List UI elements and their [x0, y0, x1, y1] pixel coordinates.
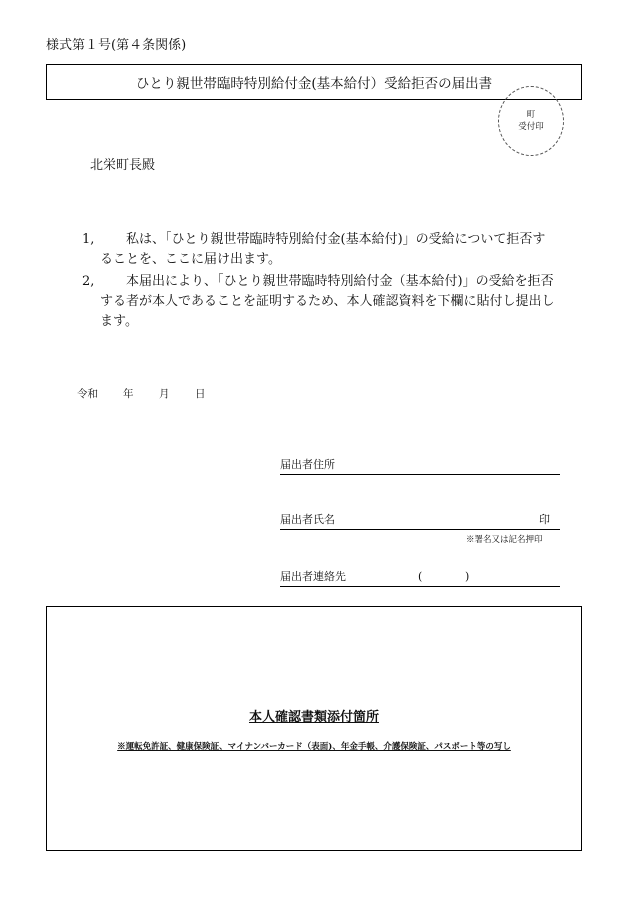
clause-2	[82, 272, 556, 332]
contact-paren-close: )	[465, 570, 470, 583]
reception-stamp-area	[498, 86, 564, 156]
clause-1	[82, 230, 556, 270]
stamp-town-label: 町	[526, 110, 536, 120]
id-document-attachment-area	[46, 606, 582, 851]
attachment-title: 本人確認書類添付箇所	[248, 710, 379, 725]
date-day-label: 日	[195, 388, 206, 400]
addressee: 北栄町長殿	[90, 158, 156, 173]
clause-text	[100, 272, 556, 332]
date-month-label: 月	[159, 388, 170, 400]
attachment-note: ※運転免許証、健康保険証、マイナンバーカード（表面)、年金手帳、介護保険証、パスポート等の写し	[117, 742, 511, 752]
contact-paren-open: (	[418, 570, 423, 583]
document-title-box	[46, 64, 582, 100]
clause-text	[100, 230, 556, 270]
clause-2-body: 本届出により、「ひとり親世帯臨時特別給付金（基本給付)」の受給を拒否する者が本人であることを証明するため、本人確認資料を下欄に貼付し提出します。	[100, 274, 555, 329]
date-era: 令和	[77, 388, 98, 400]
clause-1-body: 私は、「ひとり親世帯臨時特別給付金(基本給付)」の受給について拒否することを、ここに届け出ます。	[100, 232, 546, 267]
applicant-contact-label: 届出者連絡先	[280, 570, 346, 583]
signature-note: ※署名又は記名押印	[466, 535, 543, 545]
date-year-label: 年	[123, 388, 134, 400]
applicant-address-field[interactable]	[280, 458, 560, 475]
applicant-name-label: 届出者氏名	[280, 513, 335, 526]
stamp-reception-label: 受付印	[518, 122, 544, 132]
clause-number: 1,	[82, 232, 95, 247]
form-number: 様式第１号(第４条関係)	[46, 38, 187, 53]
applicant-contact-field[interactable]	[280, 570, 560, 587]
applicant-address-label: 届出者住所	[280, 458, 335, 471]
seal-mark: 印	[539, 513, 550, 526]
clause-number: 2,	[82, 274, 95, 289]
applicant-name-field[interactable]	[280, 513, 560, 530]
document-title: ひとり親世帯臨時特別給付金(基本給付）受給拒否の届出書	[135, 76, 493, 92]
